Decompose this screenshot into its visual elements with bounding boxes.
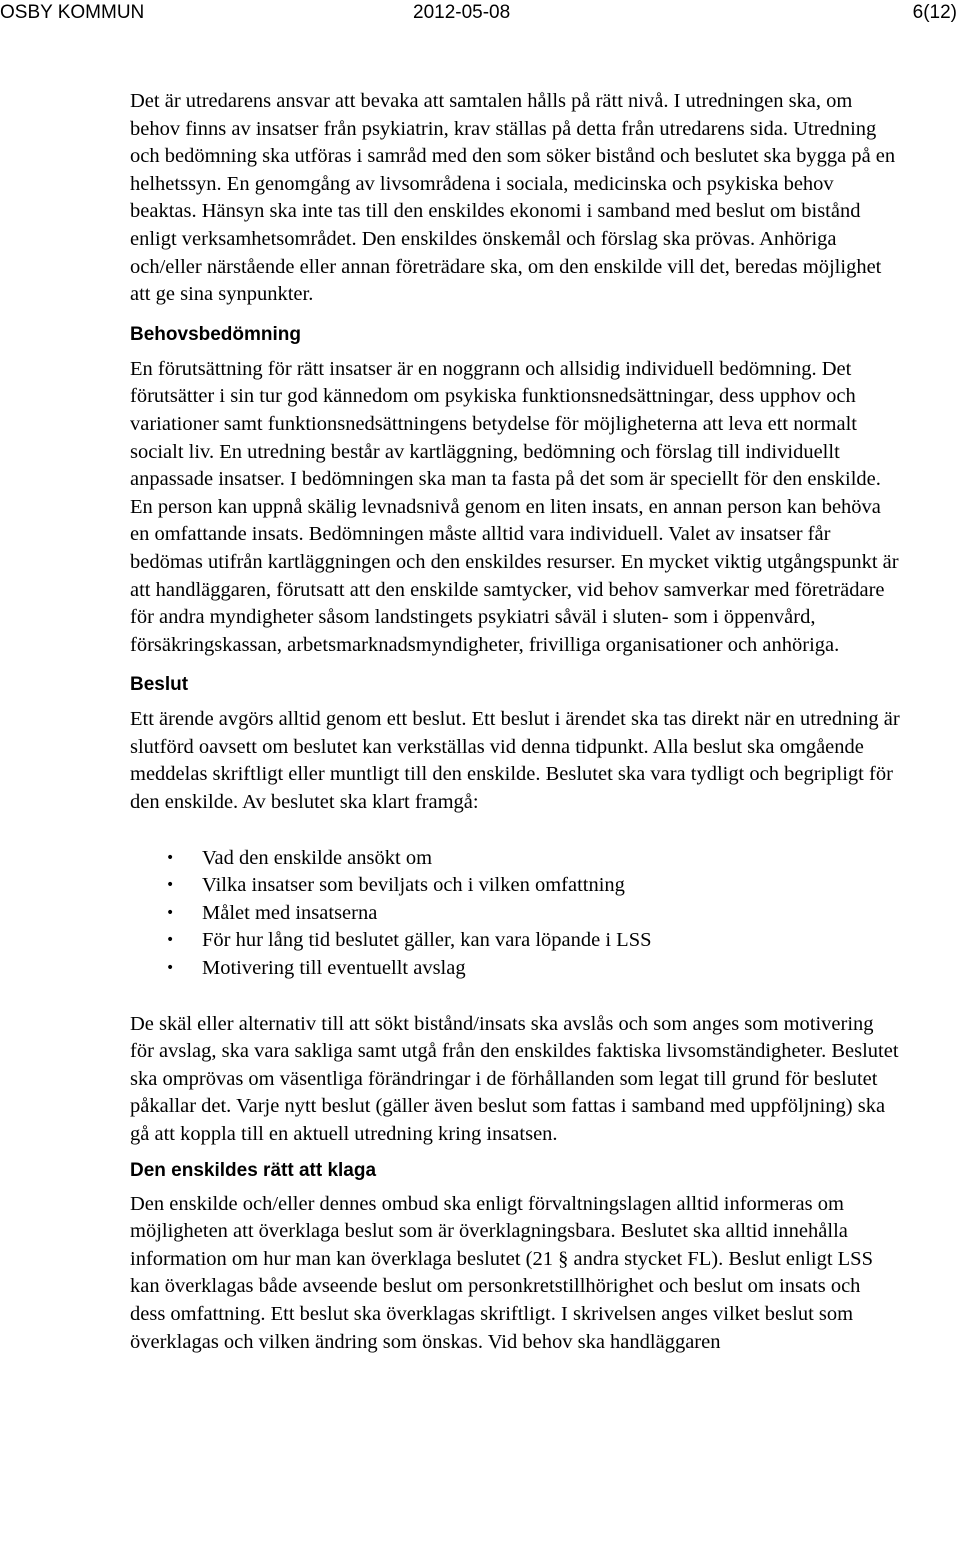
list-item — [130, 900, 900, 928]
list-item — [130, 927, 900, 955]
beslut-requirements-list — [130, 845, 900, 983]
section-heading-beslut: Beslut — [130, 674, 189, 696]
beslut-paragraph: Ett ärende avgörs alltid genom ett beslut. Ett beslut i ärendet ska tas direkt när en utredning är slutförd oavsett om beslutet kan verkställas vid denna tidpunkt. Alla beslut ska omgående meddelas skriftligt eller muntligt till den enskilde. Beslutet ska vara tydligt och begripligt för den enskilde. Av beslutet ska klart framgå: — [130, 708, 900, 814]
list-item-text: Målet med insatserna — [202, 901, 378, 924]
bullet-icon: • — [166, 904, 175, 921]
page-number: 6(12) — [912, 2, 957, 23]
intro-paragraph: Det är utredarens ansvar att bevaka att samtalen hålls på rätt nivå. I utredningen ska, om behov finns av insatser från psykiatrin, krav ställas på detta från utredarens sida. Utredning och bedömning ska utföras i samråd med den som söker bistånd och beslutet ska bygga på en helhetssyn. En genomgång av livsområdena i sociala, medicinska och psykiska behov beaktas. Hänsyn ska inte tas till den enskildes ekonomi i samband med beslut om bistånd enligt verksamhetsområdet. Den enskildes önskemål och förslag ska prövas. Anhöriga och/eller närstående eller annan företrädare ska, om den enskilde vill det, beredas möjlighet att ge sina synpunkter. — [130, 90, 896, 306]
bullet-icon: • — [166, 932, 175, 949]
bullet-icon: • — [166, 849, 175, 866]
bullet-icon: • — [166, 877, 175, 894]
list-item-text: Motivering till eventuellt avslag — [202, 957, 466, 980]
document-date: 2012-05-08 — [413, 2, 511, 23]
motivering-paragraph: De skäl eller alternativ till att sökt bistånd/insats ska avslås och som anges som motivering för avslag, ska vara sakliga samt utgå från den enskildes faktiska livsomständigheter. Beslutet ska omprövas om väsentliga förändringar i de förhållanden som legat till grund för beslutet påkallar det. Varje nytt beslut (gäller även beslut som fattas i samband med uppföljning) ska gå att koppla till en aktuell utredning kring insatsen. — [130, 1012, 899, 1145]
section-heading-klaga: Den enskildes rätt att klaga — [130, 1159, 377, 1181]
list-item-text: Vad den enskilde ansökt om — [202, 846, 433, 869]
section-heading-behovsbedomning: Behovsbedömning — [130, 323, 302, 345]
behovsbedomning-paragraph: En förutsättning för rätt insatser är en noggrann och allsidig individuell bedömning. Det förutsätter i sin tur god kännedom om psykiska funktionsnedsättningar, dess upphov och variationer samt funktionsnedsättningens betydelse för möjligheterna att leva ett normalt socialt liv. En utredning består av kartläggning, bedömning och förslag till individuellt anpassade insatser. I bedömningen ska man ta fasta på det som är speciellt för den enskilde. En person kan uppnå skälig levnadsnivå genom en liten insats, en annan person kan behöva en omfattande insats. Bedömningen måste alltid vara individuell. Valet av insatser får bedömas utifrån kartläggningen och den enskildes resurser. En mycket viktig utgångspunkt är att handläggaren, förutsatt att den enskilde samtycker, vid behov samverkar med företrädare för andra myndigheter såsom landstingets psykiatri såväl i sluten- som i öppenvård, försäkringskassan, arbetsmarknadsmyndigheter, frivilliga organisationer och anhöriga. — [130, 357, 899, 656]
list-item — [130, 955, 900, 983]
list-item — [130, 872, 900, 900]
list-item-text: För hur lång tid beslutet gäller, kan vara löpande i LSS — [202, 929, 652, 952]
list-item-text: Vilka insatser som beviljats och i vilken omfattning — [202, 874, 625, 897]
page-header — [0, 0, 960, 26]
organization-name: OSBY KOMMUN — [0, 2, 145, 23]
document-body — [130, 88, 900, 1356]
klaga-paragraph: Den enskilde och/eller dennes ombud ska enligt förvaltningslagen alltid informeras om möjligheten att överklaga beslut som är överklagningsbara. Beslutet ska alltid innehålla information om hur man kan överklaga beslutet (21 § andra stycket FL). Beslut enligt LSS kan överklagas både avseende beslut om personkretstillhörighet och beslut om insats och dess omfattning. Ett beslut ska överklagas skriftligt. I skrivelsen anges vilket beslut som överklagas och vilken ändring som önskas. Vid behov ska handläggaren — [130, 1192, 873, 1353]
bullet-icon: • — [166, 960, 175, 977]
list-item — [130, 845, 900, 873]
